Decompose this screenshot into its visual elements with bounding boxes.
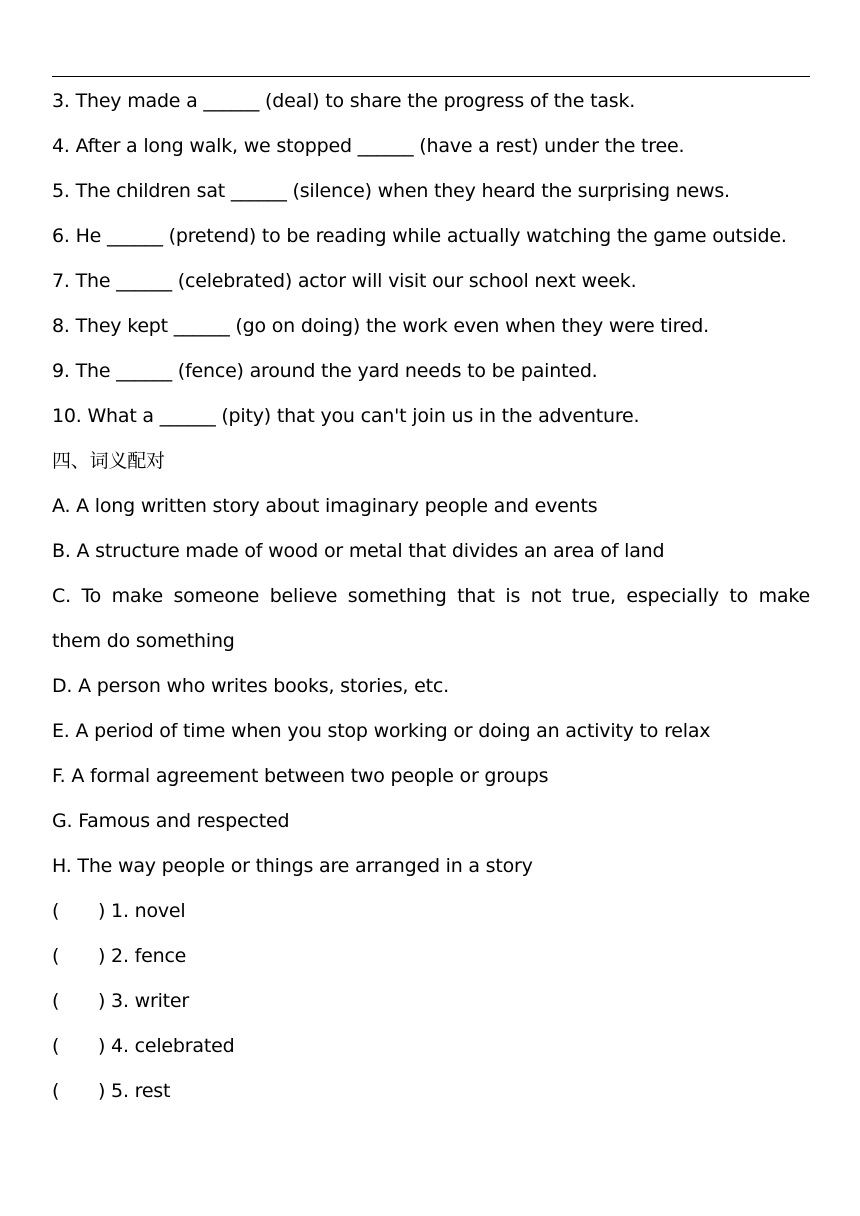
match-item-label: ) 5. rest <box>98 1080 171 1102</box>
fill-in-question-7: 7. The ______ (celebrated) actor will visit our school next week. <box>52 270 637 292</box>
definition-d: D. A person who writes books, stories, etc. <box>52 675 449 697</box>
match-item-3 <box>52 979 810 1024</box>
definition-c-line-2: them do something <box>52 630 235 652</box>
match-item-label: ) 3. writer <box>98 990 190 1012</box>
answer-blank[interactable]: ( <box>52 1080 60 1102</box>
fill-in-question-6: 6. He ______ (pretend) to be reading while actually watching the game outside. <box>52 225 787 247</box>
match-item-2 <box>52 934 810 979</box>
fill-in-question-5: 5. The children sat ______ (silence) when they heard the surprising news. <box>52 180 730 202</box>
fill-in-question-9: 9. The ______ (fence) around the yard needs to be painted. <box>52 360 598 382</box>
match-item-5 <box>52 1069 810 1114</box>
fill-in-question-3: 3. They made a ______ (deal) to share the progress of the task. <box>52 90 636 112</box>
answer-blank[interactable]: ( <box>52 990 60 1012</box>
fill-in-question-8: 8. They kept ______ (go on doing) the work even when they were tired. <box>52 315 709 337</box>
worksheet-content <box>52 79 810 1114</box>
fill-in-question-10: 10. What a ______ (pity) that you can't join us in the adventure. <box>52 405 640 427</box>
match-item-1 <box>52 889 810 934</box>
fill-in-question-4: 4. After a long walk, we stopped ______ (have a rest) under the tree. <box>52 135 685 157</box>
definition-e: E. A period of time when you stop working or doing an activity to relax <box>52 720 711 742</box>
definition-g: G. Famous and respected <box>52 810 290 832</box>
header-rule <box>52 76 810 77</box>
answer-blank[interactable]: ( <box>52 945 60 967</box>
answer-blank[interactable]: ( <box>52 1035 60 1057</box>
definition-c-line-1: C. To make someone believe something that is not true, especially to make <box>52 585 810 607</box>
definition-b: B. A structure made of wood or metal that divides an area of land <box>52 540 665 562</box>
match-item-label: ) 2. fence <box>98 945 187 967</box>
match-item-4 <box>52 1024 810 1069</box>
definition-h: H. The way people or things are arranged in a story <box>52 855 533 877</box>
definition-a: A. A long written story about imaginary people and events <box>52 495 598 517</box>
match-item-label: ) 1. novel <box>98 900 186 922</box>
definition-f: F. A formal agreement between two people or groups <box>52 765 549 787</box>
match-item-label: ) 4. celebrated <box>98 1035 235 1057</box>
section-title: 四、词义配对 <box>52 450 165 472</box>
answer-blank[interactable]: ( <box>52 900 60 922</box>
